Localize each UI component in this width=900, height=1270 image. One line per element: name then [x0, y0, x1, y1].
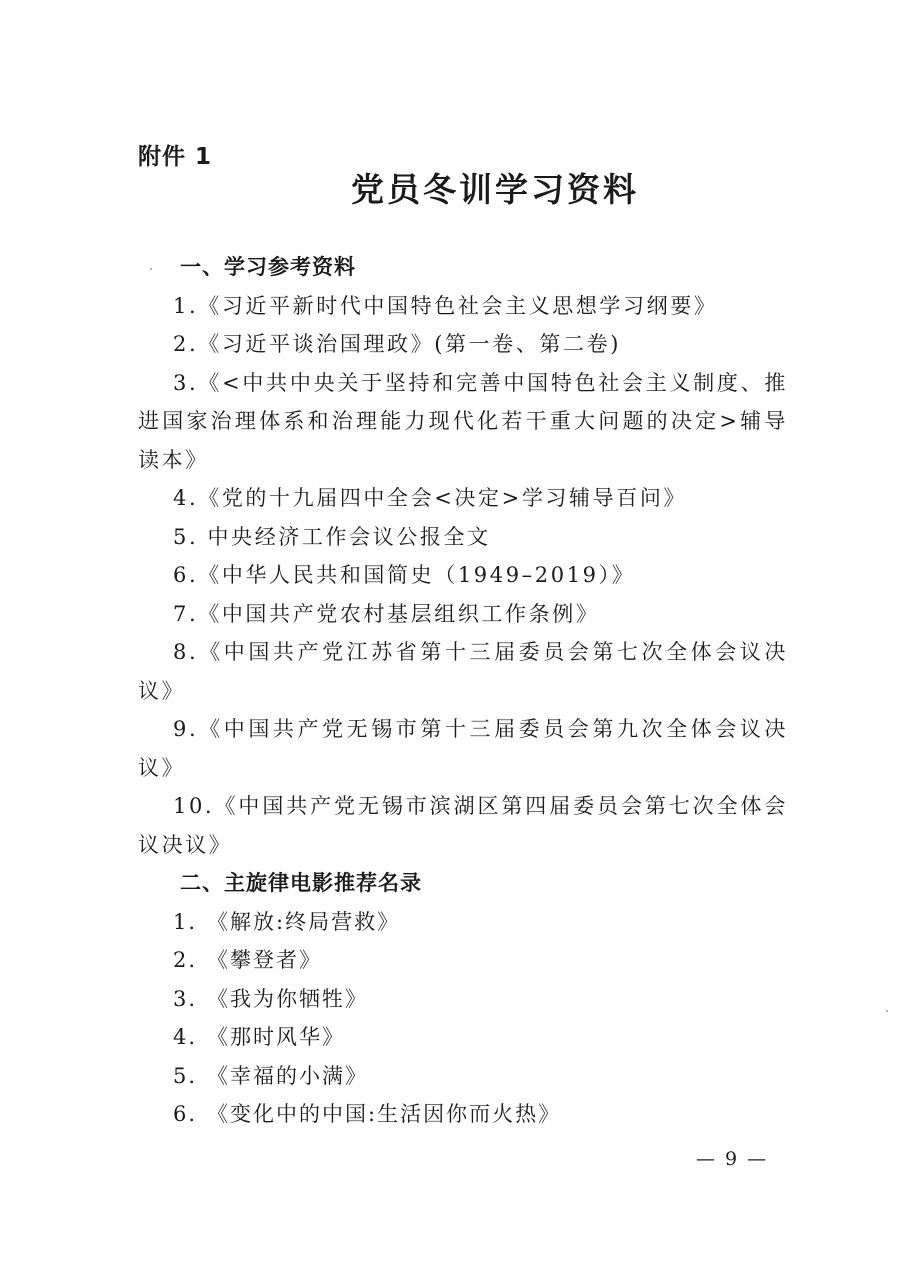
- reference-item: 10.《中国共产党无锡市滨湖区第四届委员会第七次全体会议决议》: [138, 794, 788, 857]
- reference-item: 7.《中国共产党农村基层组织工作条例》: [173, 601, 600, 626]
- reference-item: 4.《党的十九届四中全会<决定>学习辅导百问》: [173, 486, 688, 510]
- film-number: 4.: [173, 1025, 198, 1049]
- scan-speck: [886, 1010, 888, 1012]
- film-title: 《那时风华》: [207, 1025, 346, 1049]
- reference-item: 6.《中华人民共和国简史（1949–2019）》: [173, 563, 636, 587]
- reference-item: 5. 中央经济工作会议公报全文: [173, 524, 491, 549]
- film-title: 《我为你牺牲》: [207, 986, 369, 1011]
- film-item: [138, 980, 788, 1019]
- reference-item: 2.《习近平谈治国理政》(第一卷、第二卷): [173, 332, 622, 356]
- film-item: [138, 941, 788, 980]
- film-number: 3.: [173, 986, 198, 1011]
- film-item: [138, 1095, 788, 1134]
- film-item: [138, 1057, 788, 1096]
- film-title: 《幸福的小满》: [207, 1063, 369, 1088]
- reference-item: 9.《中国共产党无锡市第十三届委员会第九次全体会议决议》: [138, 717, 788, 780]
- reference-item: 8.《中国共产党江苏省第十三届委员会第七次全体会议决议》: [138, 640, 788, 703]
- film-title: 《解放:终局营救》: [207, 909, 401, 934]
- page-number: — 9 —: [696, 1148, 769, 1170]
- attachment-label: 附件 1: [138, 144, 213, 170]
- section-heading-recommended-films: 二、主旋律电影推荐名录: [180, 871, 422, 895]
- reference-item: 3.《<中共中央关于坚持和完善中国特色社会主义制度、推进国家治理体系和治理能力现代化若干重大问题的决定>辅导读本》: [138, 370, 788, 472]
- film-number: 2.: [173, 948, 198, 972]
- section-heading-reference-materials: 一、学习参考资料: [180, 255, 356, 279]
- film-number: 6.: [173, 1102, 198, 1126]
- film-item: [138, 903, 788, 942]
- document-title: 党员冬训学习资料: [351, 170, 639, 209]
- film-number: 1.: [173, 909, 198, 934]
- scan-speck: [150, 268, 152, 270]
- document-body: [138, 248, 788, 1134]
- reference-item: 1.《习近平新时代中国特色社会主义思想学习纲要》: [173, 293, 718, 318]
- film-item: [138, 1018, 788, 1057]
- film-title: 《变化中的中国:生活因你而火热》: [207, 1102, 562, 1126]
- film-title: 《攀登者》: [207, 948, 323, 972]
- film-number: 5.: [173, 1063, 198, 1088]
